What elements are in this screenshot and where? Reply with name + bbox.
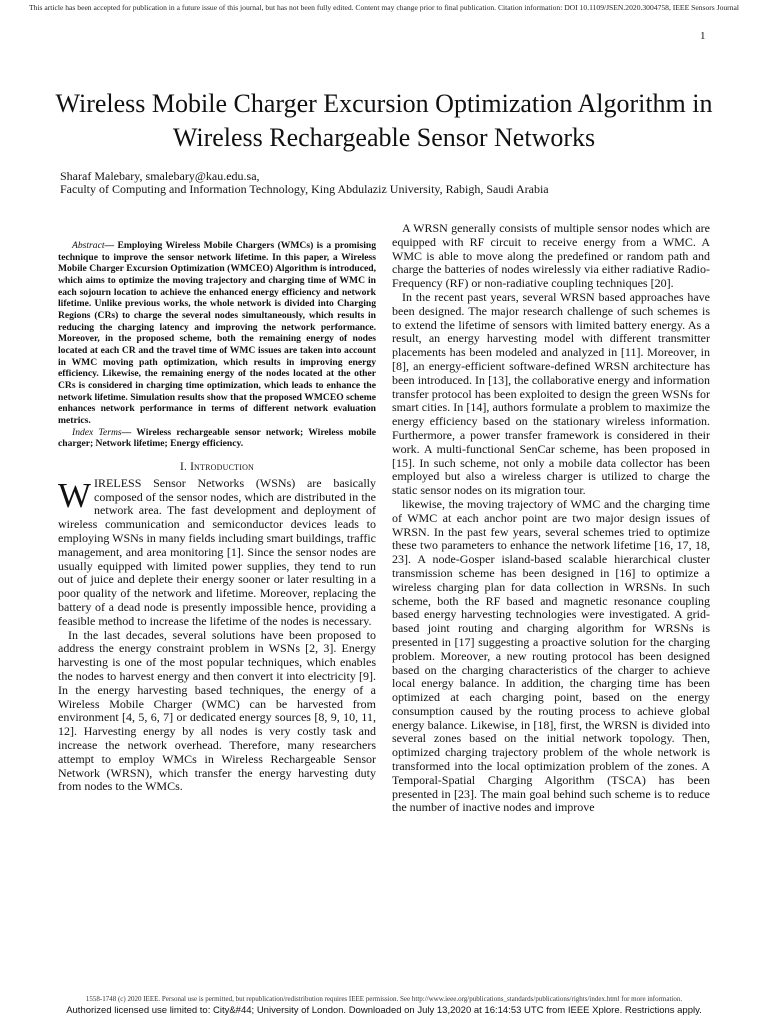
section-title: Introduction xyxy=(190,460,255,473)
copyright-notice: 1558-1748 (c) 2020 IEEE. Personal use is permitted, but republication/redistribution requires IEEE permission. See http://www.ieee.org/publications_standards/publications/rights/index.html for more information. xyxy=(85,995,683,1003)
section-number: I. xyxy=(179,460,187,473)
journal-notice: This article has been accepted for publication in a future issue of this journal, but has not been fully edited. Content may change prior to final publication. Citation information: DOI 10.1109/JSEN.2020.3004758, IEEE Sensors Journal xyxy=(28,3,739,12)
index-terms-text: — Wireless rechargeable sensor network; Wireless mobile charger; Network lifetime; Energy efficiency. xyxy=(58,426,377,450)
right-column xyxy=(392,222,710,815)
right-paragraph-1: A WRSN generally consists of multiple sensor nodes which are equipped with RF circuit to receive energy from a WMC. A WMC is able to move along the predefined or random path and charge the batteries of nodes wirelessly via either radiative Radio-Frequency (RF) or non-radiative coupling techniques [20]. xyxy=(392,221,710,291)
page-number: 1 xyxy=(700,30,706,42)
left-column xyxy=(58,240,376,794)
license-notice: Authorized licensed use limited to: City&#44; University of London. Downloaded on July 13,2020 at 16:14:53 UTC from IEEE Xplore. Restrictions apply. xyxy=(66,1005,702,1016)
intro-paragraph-1-text: IRELESS Sensor Networks (WSNs) are basically composed of the sensor nodes, which are distributed in the network area. The fast development and deployment of wireless communication and semiconductor devices leads to employing WSNs in many fields including smart buildings, traffic management, and area monitoring [1]. Since the sensor nodes are usually equipped with limited power supplies, they tend to run out of juice and deplete their energy sooner or later resulting in a poor quality of the network and lifetime. Moreover, replacing the battery of a dead node is presently impossible hence, providing a feasible method to increase the lifetime of the nodes is necessary. xyxy=(58,475,376,628)
drop-cap: W xyxy=(58,475,92,515)
index-terms xyxy=(58,427,376,450)
index-terms-label: Index Terms xyxy=(72,426,122,438)
right-paragraph-3: likewise, the moving trajectory of WMC and the charging time of WMC at each anchor point are two major design issues of WRSN. In the past few years, several schemes tried to optimize these two parameters to enhance the network lifetime [16, 17, 18, 23]. A node-Gosper island-based scalable hierarchical cluster transmission scheme has been designed in [16] to optimize a wireless charging plan for data collection in WRSNs. In such scheme, both the RF based and magnetic resonance coupling based energy harvesting technologies were investigated. A grid-based joint routing and charging algorithm for WRSNs is presented in [17] suggesting a proactive solution for the charging problem. Moreover, a new routing protocol has been designed based on the charging characteristics of the charger to achieve local energy balance. In addition, the charging time has been optimized at each charging point, based on the energy consumption caused by the routing process to achieve global energy balance. Likewise, in [18], first, the WRSN is divided into several zones based on the initial network topology. Then, optimized charging trajectory problem of the whole network is transformed into the local optimization problem of the zones. A Temporal-Spatial Charging Algorithm (TSCA) has been presented in [23]. The main goal behind such scheme is to reduce the number of inactive nodes and improve xyxy=(392,496,710,815)
section-heading xyxy=(58,461,376,473)
abstract xyxy=(58,240,376,427)
intro-paragraph-1 xyxy=(58,477,376,629)
abstract-text: — Employing Wireless Mobile Chargers (WMCs) is a promising technique to improve the sensor network lifetime. In this paper, a Wireless Mobile Charger Excursion Optimization (WMCEO) Algorithm is introduced, which aims to optimize the moving trajectory and charging time of WMC in each sojourn location to achieve the enhanced energy efficiency and network lifetime. Unlike previous works, the whole network is divided into Charging Regions (CRs) to charge the several nodes simultaneously, which results in reducing the charging latency and improving the network performance. Moreover, in the proposed scheme, both the remaining energy of nodes located at each CR and the travel time of WMC issues are taken into account in WMC moving path optimization, which results in improving energy efficiency. Likewise, the remaining energy of the nodes located at the other CRs is considered in charging time optimization, which leads to enhance the network lifetime. Simulation results show that the proposed WMCEO scheme enhances network performance in terms of different network evaluation metrics. xyxy=(58,240,376,426)
right-paragraph-2: In the recent past years, several WRSN based approaches have been designed. The major research challenge of such schemes is to extend the lifetime of sensors with limited battery energy. As a result, an energy harvesting model with different transmitter placements has been modeled and analyzed in [11]. Moreover, in [8], an energy-efficient software-defined WRSN architecture has been introduced. In [13], the collaborative energy and information transfer protocol has been exploited to design the green WSNs for smart cities. In [14], authors formulate a problem to maximize the energy efficiency based on the stationary wireless information. Furthermore, a power transfer framework is considered in their work. A multi-functional SenCar scheme, has been proposed in [15]. In such scheme, not only a mobile data collector has been employed but also a wireless charger is utilized to charge the static sensor nodes on its migration tour. xyxy=(392,289,710,498)
abstract-label: Abstract xyxy=(72,240,105,251)
affiliation: Faculty of Computing and Information Technology, King Abdulaziz University, Rabigh, Saudi Arabia xyxy=(60,182,549,196)
author-line: Sharaf Malebary, smalebary@kau.edu.sa, xyxy=(60,169,260,183)
intro-paragraph-2: In the last decades, several solutions have been proposed to address the energy constraint problem in WSNs [2, 3]. Energy harvesting is one of the most popular techniques, which enables the nodes to harvest energy and then convert it into electricity [9]. In the energy harvesting based techniques, the energy of a Wireless Mobile Charger (WMC) can be harvested from environment [4, 5, 6, 7] or dedicated energy sources [8, 9, 10, 11, 12]. Harvesting energy by all nodes is very costly task and increase the network overhead. Therefore, many researchers attempt to employ WMCs in Wireless Rechargeable Sensor Network (WRSN), which transfer the energy harvesting duty from nodes to the WMCs. xyxy=(58,627,376,794)
paper-title: Wireless Mobile Charger Excursion Optimization Algorithm in Wireless Rechargeable Sensor Networks xyxy=(55,89,713,152)
